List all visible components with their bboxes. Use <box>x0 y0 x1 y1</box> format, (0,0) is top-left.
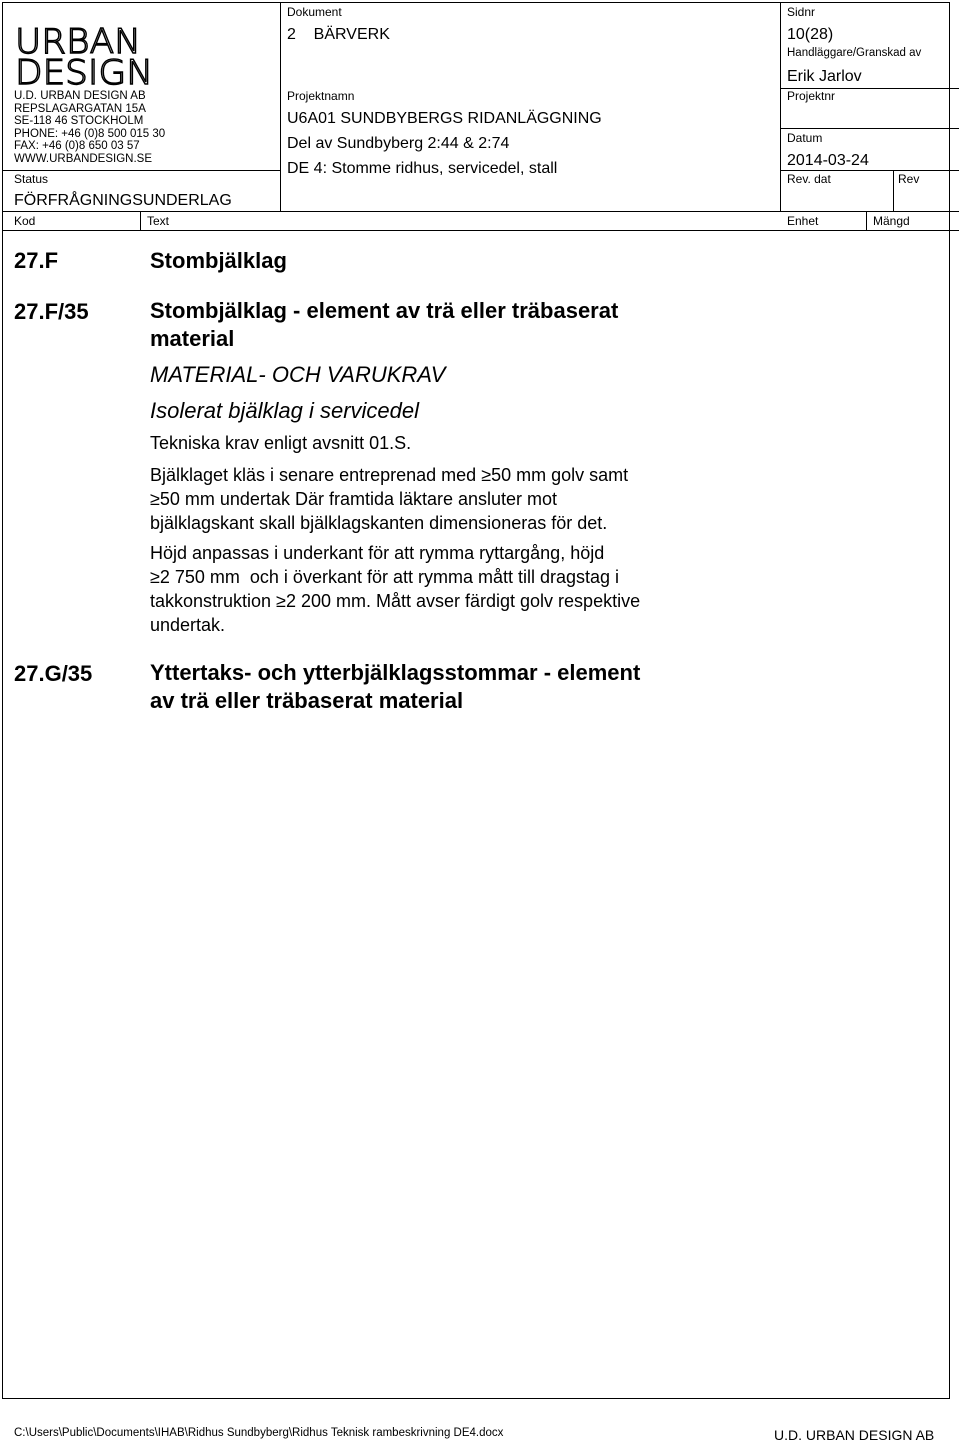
section-code-27f: 27.F <box>14 248 59 273</box>
projektnamn-line1: U6A01 SUNDBYBERGS RIDANLÄGGNING <box>287 110 602 127</box>
subheading-material: MATERIAL- OCH VARUKRAV <box>150 362 446 387</box>
company-phone: PHONE: +46 (0)8 500 015 30 <box>14 127 166 140</box>
col-enhet: Enhet <box>787 214 819 228</box>
section-code-27f35: 27.F/35 <box>14 299 89 324</box>
paragraph-hojd-line3: takkonstruktion ≥2 200 mm. Mått avser färdigt golv respektive <box>150 591 641 611</box>
footer-file-path: C:\Users\Public\Documents\IHAB\Ridhus Sundbyberg\Ridhus Teknisk rambeskrivning DE4.docx <box>14 1427 504 1439</box>
section-title-27g35-line2: av trä eller träbaserat material <box>150 688 464 713</box>
section-title-27f: Stombjälklag <box>150 248 287 273</box>
footer-company: U.D. URBAN DESIGN AB <box>774 1427 935 1443</box>
sidnr-label: Sidnr <box>787 5 816 19</box>
company-address-block <box>14 90 165 166</box>
paragraph-hojd-line1: Höjd anpassas i underkant för att rymma ryttargång, höjd <box>150 543 605 563</box>
company-logo <box>14 26 159 86</box>
section-code-27g35: 27.G/35 <box>14 661 93 686</box>
dokument-value: 2 BÄRVERK <box>287 26 390 43</box>
logo-line1: URBAN <box>15 26 141 62</box>
paragraph-bjalklaget-line1: Bjälklaget kläs i senare entreprenad med ≥50 mm golv samt <box>150 465 629 485</box>
section-title-27f35 <box>150 297 870 353</box>
header-divider-rev <box>893 170 894 212</box>
handlaggare-value: Erik Jarlov <box>787 68 862 85</box>
paragraph-hojd <box>150 541 870 637</box>
company-postal: SE-118 46 STOCKHOLM <box>14 115 144 128</box>
datum-label: Datum <box>787 131 823 145</box>
paragraph-bjalklaget <box>150 463 870 535</box>
column-divider-kod <box>140 212 141 231</box>
header-divider-left <box>280 2 281 212</box>
logo-line2: DESIGN <box>15 53 153 86</box>
col-mangd: Mängd <box>873 214 910 228</box>
projektnamn-line3: DE 4: Stomme ridhus, servicedel, stall <box>287 160 558 177</box>
header-rule-projektnr <box>780 128 959 129</box>
projektnamn-line2: Del av Sundbyberg 2:44 & 2:74 <box>287 135 510 152</box>
company-fax: FAX: +46 (0)8 650 03 57 <box>14 140 140 153</box>
subheading-isolerat: Isolerat bjälklag i servicedel <box>150 398 420 423</box>
projektnamn-label: Projektnamn <box>287 89 355 103</box>
paragraph-bjalklaget-line3: bjälklagskant skall bjälklagskanten dimensioneras för det. <box>150 513 608 533</box>
company-web: WWW.URBANDESIGN.SE <box>14 152 153 165</box>
sidnr-value: 10(28) <box>787 26 834 43</box>
company-name: U.D. URBAN DESIGN AB <box>14 90 146 102</box>
dokument-label: Dokument <box>287 5 342 19</box>
paragraph-hojd-line4: undertak. <box>150 615 226 635</box>
header-rule-datum <box>780 170 959 171</box>
section-title-27f35-line1: Stombjälklag - element av trä eller träbaserat <box>150 298 619 323</box>
col-kod: Kod <box>14 214 36 228</box>
handlaggare-label: Handläggare/Granskad av <box>787 47 922 59</box>
projektnr-label: Projektnr <box>787 89 836 103</box>
rev-label: Rev <box>898 172 920 186</box>
header-rule-status <box>2 170 280 171</box>
company-street: REPSLAGARGATAN 15A <box>14 102 146 115</box>
header-divider-right <box>780 2 781 212</box>
section-title-27f35-line2: material <box>150 326 235 351</box>
datum-value: 2014-03-24 <box>787 152 869 169</box>
paragraph-bjalklaget-line2: ≥50 mm undertak Där framtida läktare ansluter mot <box>150 489 558 509</box>
col-text: Text <box>147 214 170 228</box>
header-bottom-rule <box>2 211 959 212</box>
status-value: FÖRFRÅGNINGSUNDERLAG <box>14 192 232 209</box>
section-title-27g35 <box>150 659 870 715</box>
paragraph-tekniska: Tekniska krav enligt avsnitt 01.S. <box>150 433 412 453</box>
paragraph-hojd-line2: ≥2 750 mm och i överkant för att rymma mått till dragstag i <box>150 567 620 587</box>
column-header-rule <box>2 230 959 231</box>
revdat-label: Rev. dat <box>787 172 831 186</box>
section-title-27g35-line1: Yttertaks- och ytterbjälklagsstommar - element <box>150 660 641 685</box>
status-label: Status <box>14 172 49 186</box>
column-divider-mangd <box>866 212 867 231</box>
